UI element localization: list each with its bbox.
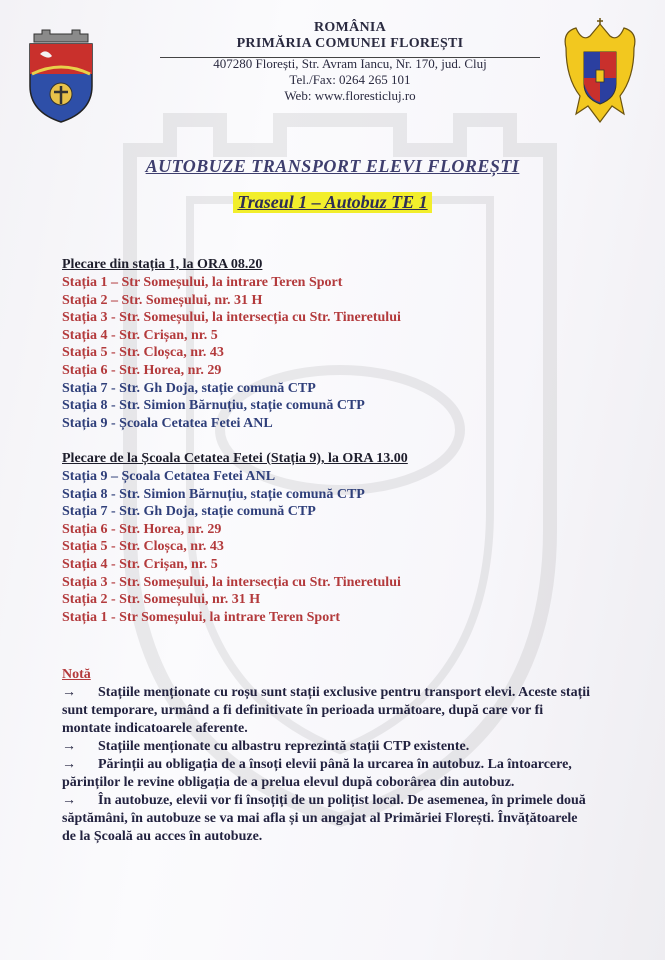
letterhead-office: PRIMĂRIA COMUNEI FLOREȘTI — [236, 36, 464, 51]
note-item-first: Stațiile menționate cu albastru reprezintă stații CTP existente. — [98, 739, 470, 754]
letterhead-web: Web: www.floresticluj.ro — [284, 88, 416, 103]
bus-stop-item: Stația 5 - Str. Cloșca, nr. 43 — [62, 539, 224, 555]
morning-heading: Plecare din stația 1, la ORA 08.20 — [62, 257, 263, 272]
note-item — [62, 756, 592, 792]
letterhead-phone: Tel./Fax: 0264 265 101 — [289, 72, 411, 87]
note-item-first: În autobuze, elevii vor fi însoțiți de un polițist local. De asemenea, în — [98, 793, 504, 808]
morning-stop-list — [62, 274, 582, 432]
bus-stop-item: Stația 5 - Str. Cloșca, nr. 43 — [62, 345, 224, 361]
romania-coat-of-arms — [560, 18, 640, 128]
afternoon-route — [62, 450, 582, 626]
note-item-rest: Aceste stații sunt temporare, urmând a fi definitivate în perioada următoare, după care vor fi montate indicatoarele aferente. — [62, 685, 591, 736]
note-item-rest: primele două săptămâni, în autobuze se va mai afla și un angajat al Primăriei Florești. Învățătoarele de la Școală au acces în autobuze. — [62, 793, 586, 844]
arrow-icon: → — [62, 685, 76, 700]
bus-stop-item: Stația 9 – Școala Cetatea Fetei ANL — [62, 469, 276, 484]
route-subtitle: Traseul 1 – Autobuz TE 1 — [233, 192, 431, 213]
note-item — [62, 738, 592, 756]
bus-stop-item: Stația 4 - Str. Crișan, nr. 5 — [62, 556, 218, 572]
floresti-coat-of-arms — [26, 24, 96, 124]
arrow-icon: → — [62, 793, 76, 808]
letterhead-rule — [160, 57, 540, 58]
bus-stop-item: Stația 3 - Str. Someșului, la intersecția cu Str. Tineretului — [62, 310, 401, 326]
note-item — [62, 792, 592, 846]
note-item-rest: întoarcere, părinților le revine obligația de a prelua elevul după coborârea din autobuz. — [62, 757, 572, 790]
bus-stop-item: Stația 2 - Str. Someșului, nr. 31 H — [62, 592, 261, 608]
bus-stop-item: Stația 7 - Str. Gh Doja, stație comună CTP — [62, 504, 316, 520]
letterhead-country: ROMÂNIA — [313, 20, 387, 35]
note-list — [62, 684, 592, 846]
bus-stop-item: Stația 8 - Str. Simion Bărnuțiu, stație comună CTP — [62, 398, 365, 414]
bus-stop-item: Stația 2 – Str. Someșului, nr. 31 H — [62, 292, 263, 308]
route-subtitle-wrap — [0, 192, 665, 213]
letterhead-address: 407280 Florești, Str. Avram Iancu, Nr. 170, jud. Cluj — [213, 56, 487, 71]
arrow-icon: → — [62, 739, 76, 754]
bus-stop-item: Stația 3 - Str. Someșului, la intersecția cu Str. Tineretului — [62, 574, 401, 590]
document-title: AUTOBUZE TRANSPORT ELEVI FLOREȘTI — [145, 156, 520, 176]
bus-stop-item: Stația 7 - Str. Gh Doja, stație comună CTP — [62, 380, 316, 396]
note-section — [62, 666, 592, 846]
morning-route — [62, 256, 582, 432]
bus-stop-item: Stația 8 - Str. Simion Bărnuțiu, stație comună CTP — [62, 486, 365, 502]
bus-stop-item: Stația 6 - Str. Horea, nr. 29 — [62, 362, 222, 378]
afternoon-heading: Plecare de la Școala Cetatea Fetei (Stația 9), la ORA 13.00 — [62, 451, 408, 466]
note-item-first: Stațiile menționate cu roșu sunt stații exclusive pentru transport elevi. — [98, 685, 516, 700]
note-heading: Notă — [62, 667, 91, 682]
note-item-first: Părinții au obligația de a însoți elevii până la urcarea în autobuz. La — [98, 757, 504, 772]
bus-stop-item: Stația 4 - Str. Crișan, nr. 5 — [62, 327, 218, 343]
note-item — [62, 684, 592, 738]
bus-stop-item: Stația 6 - Str. Horea, nr. 29 — [62, 521, 222, 537]
arrow-icon: → — [62, 757, 76, 772]
bus-stop-item: Stația 9 - Școala Cetatea Fetei ANL — [62, 415, 273, 431]
bus-stop-item: Stația 1 – Str Someșului, la intrare Teren Sport — [62, 275, 343, 290]
afternoon-stop-list — [62, 468, 582, 626]
letterhead — [160, 20, 540, 104]
bus-stop-item: Stația 1 - Str Someșului, la intrare Teren Sport — [62, 609, 341, 625]
